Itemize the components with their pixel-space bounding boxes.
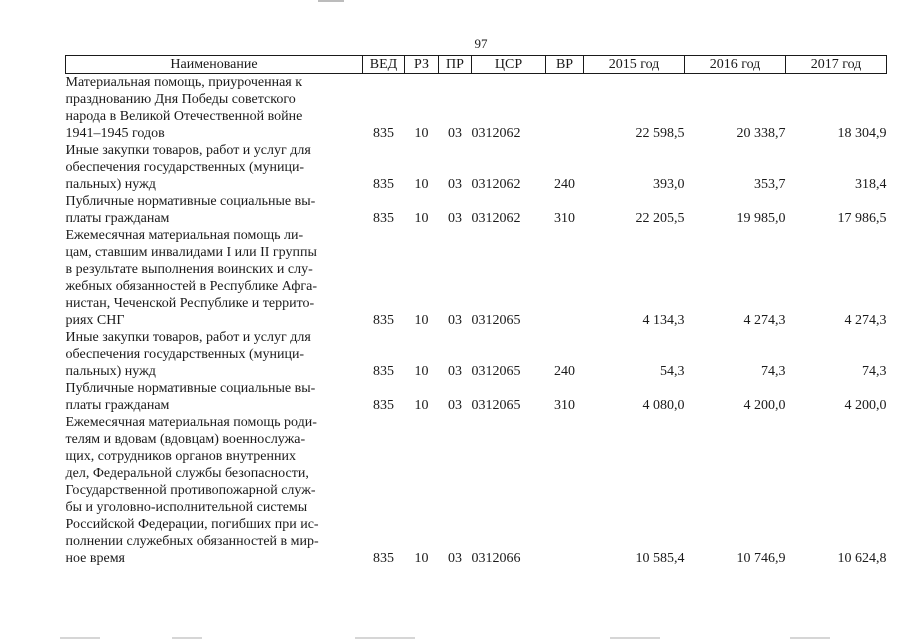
row-name-line: Ежемесячная материальная помощь ли-: [65, 228, 304, 243]
row-name-line: в результате выполнения воинских и слу-: [65, 262, 313, 277]
row-vr: 240: [554, 364, 575, 379]
row-name-line: народа в Великой Отечественной войне: [65, 109, 303, 124]
row-vr: [546, 74, 584, 143]
table-row: [66, 193, 887, 227]
row-pr: 03: [448, 313, 462, 328]
row-name-line: нистан, Чеченской Республике и террито-: [65, 296, 315, 311]
row-amount-2015: 4 080,0: [642, 398, 685, 413]
row-rz: 10: [414, 551, 429, 566]
scan-artifact-bottom: [0, 636, 905, 640]
row-ved: 835: [373, 211, 394, 226]
row-amount-2016: 74,3: [761, 364, 786, 379]
row-pr: 03: [448, 364, 462, 379]
table-row: [66, 227, 887, 329]
row-rz: 10: [414, 313, 429, 328]
row-ved: 835: [373, 177, 394, 192]
header-csr: ЦСР: [472, 56, 546, 74]
header-2015: 2015 год: [584, 56, 685, 74]
row-name: [66, 414, 363, 567]
row-name: [66, 227, 363, 329]
row-name-line: жебных обязанностей в Республике Афга-: [65, 279, 318, 294]
row-pr: 03: [448, 126, 462, 141]
row-rz: 10: [414, 398, 429, 413]
row-rz: 10: [414, 177, 429, 192]
row-amount-2015: 22 598,5: [635, 126, 685, 141]
row-pr: 03: [448, 177, 462, 192]
row-rz: 10: [414, 364, 429, 379]
row-amount-2017: 10 624,8: [837, 551, 887, 566]
row-name: [66, 74, 363, 143]
row-name-line: Российской Федерации, погибших при ис-: [65, 517, 319, 532]
row-amount-2017: 18 304,9: [837, 126, 887, 141]
row-ved: 835: [373, 398, 394, 413]
row-csr: 0312062: [471, 177, 521, 192]
row-name-line: цам, ставшим инвалидами I или II группы: [65, 245, 317, 260]
header-vr: ВР: [546, 56, 584, 74]
row-csr: 0312062: [471, 126, 521, 141]
row-name: [66, 329, 363, 380]
row-name-line: Ежемесячная материальная помощь роди-: [65, 415, 317, 430]
row-name-line: Иные закупки товаров, работ и услуг для: [65, 143, 311, 158]
row-csr: 0312065: [471, 313, 521, 328]
row-amount-2016: 20 338,7: [736, 126, 786, 141]
row-name-line: риях СНГ: [65, 313, 125, 328]
row-name: [66, 193, 363, 227]
row-amount-2015: 22 205,5: [635, 211, 685, 226]
row-name-line: пальных) нужд: [65, 364, 156, 379]
row-amount-2015: 393,0: [653, 177, 685, 192]
row-amount-2017: 4 200,0: [844, 398, 887, 413]
row-rz: 10: [414, 211, 429, 226]
row-amount-2017: 4 274,3: [844, 313, 887, 328]
header-2017: 2017 год: [786, 56, 887, 74]
row-name-line: пальных) нужд: [65, 177, 156, 192]
header-ved: ВЕД: [363, 56, 405, 74]
row-amount-2016: 10 746,9: [736, 551, 786, 566]
row-amount-2016: 19 985,0: [736, 211, 786, 226]
row-name-line: Иные закупки товаров, работ и услуг для: [65, 330, 311, 345]
table-row: [66, 380, 887, 414]
row-name-line: ное время: [65, 551, 125, 566]
header-pr: ПР: [439, 56, 472, 74]
row-amount-2016: 4 274,3: [743, 313, 786, 328]
row-name-line: Публичные нормативные социальные вы-: [65, 194, 316, 209]
row-name-line: Материальная помощь, приуроченная к: [65, 75, 303, 90]
row-csr: 0312065: [471, 398, 521, 413]
table-row: [66, 329, 887, 380]
row-name-line: дел, Федеральной службы безопасности,: [65, 466, 309, 481]
row-name-line: празднованию Дня Победы советского: [65, 92, 296, 107]
header-rz: РЗ: [405, 56, 439, 74]
row-name-line: щих, сотрудников органов внутренних: [65, 449, 296, 464]
row-name: [66, 142, 363, 193]
row-name-line: бы и уголовно-исполнительной системы: [65, 500, 308, 515]
table-body: [66, 74, 887, 568]
row-name-line: Публичные нормативные социальные вы-: [65, 381, 316, 396]
row-name-line: 1941–1945 годов: [65, 126, 165, 141]
table-row: [66, 74, 887, 143]
row-vr: [546, 414, 584, 567]
row-name-line: Государственной противопожарной служ-: [65, 483, 316, 498]
row-amount-2017: 74,3: [862, 364, 887, 379]
row-amount-2016: 4 200,0: [743, 398, 786, 413]
budget-table: [65, 55, 887, 567]
header-2016: 2016 год: [685, 56, 786, 74]
header-name: Наименование: [66, 56, 363, 74]
row-name-line: полнении служебных обязанностей в мир-: [65, 534, 319, 549]
row-csr: 0312062: [471, 211, 521, 226]
row-name-line: телям и вдовам (вдовцам) военнослужа-: [65, 432, 306, 447]
table-row: [66, 414, 887, 567]
row-name-line: обеспечения государственных (муници-: [65, 347, 305, 362]
row-amount-2017: 17 986,5: [837, 211, 887, 226]
row-name-line: платы гражданам: [65, 211, 170, 226]
table-row: [66, 142, 887, 193]
row-pr: 03: [448, 551, 462, 566]
row-name-line: платы гражданам: [65, 398, 170, 413]
row-vr: 240: [554, 177, 575, 192]
row-ved: 835: [373, 126, 394, 141]
row-amount-2015: 10 585,4: [635, 551, 685, 566]
row-ved: 835: [373, 313, 394, 328]
row-name-line: обеспечения государственных (муници-: [65, 160, 305, 175]
row-amount-2015: 4 134,3: [642, 313, 685, 328]
row-pr: 03: [448, 398, 462, 413]
row-amount-2015: 54,3: [660, 364, 685, 379]
row-vr: 310: [554, 398, 575, 413]
row-vr: 310: [554, 211, 575, 226]
row-csr: 0312065: [471, 364, 521, 379]
row-amount-2017: 318,4: [855, 177, 887, 192]
row-amount-2016: 353,7: [754, 177, 786, 192]
row-pr: 03: [448, 211, 462, 226]
row-name: [66, 380, 363, 414]
row-ved: 835: [373, 551, 394, 566]
row-ved: 835: [373, 364, 394, 379]
table-header-row: [66, 56, 887, 74]
scan-artifact-top: [318, 0, 344, 2]
row-rz: 10: [414, 126, 429, 141]
row-csr: 0312066: [471, 551, 521, 566]
row-vr: [546, 227, 584, 329]
page-number: 97: [474, 36, 488, 51]
